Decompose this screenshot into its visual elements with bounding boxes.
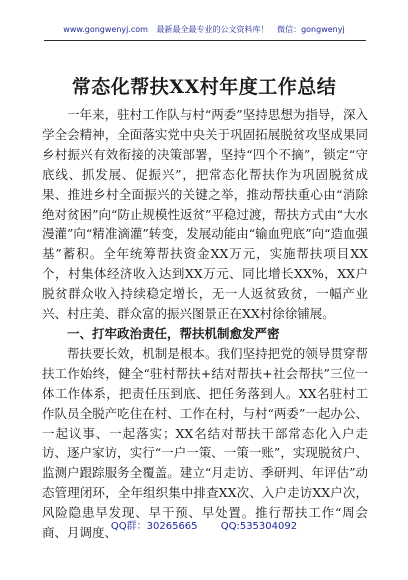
page-header — [0, 24, 408, 35]
page-footer — [0, 517, 408, 532]
header-wechat: 微信：gongwenyj — [277, 25, 345, 34]
qq-group: QQ群：30265665 — [110, 521, 198, 532]
header-divider — [44, 40, 366, 41]
section-heading: 一、打牢政治责任，帮扶机制愈发严密 — [67, 325, 280, 341]
header-slogan: 最新最全最专业的公文资料库！ — [156, 25, 269, 34]
intro-paragraph: 一年来，驻村工作队与村“两委”坚持思想为指导，深入学全会精神，全面落实党中央关于巩固拓展脱贫攻坚成果同乡村振兴有效衔接的决策部署，坚持“四个不摘”，锁定“守底线、抓发展、促振兴”，把常态化帮扶作为巩固脱贫成果、推进乡村全面振兴的关键之举，推动帮扶重心由“消除绝对贫困”向“防止规模性返贫”平稳过渡，帮扶方式由“大水漫灌”向“精准滴灌”转变，发展动能由“输血兜底”向“造血强基”蓄积。全年统筹帮扶资金XX万元，实施帮扶项目XX个，村集体经济收入达到XX万元、同比增长XX%，XX户脱贫群众收入持续稳定增长，无一人返贫致贫，一幅产业兴、村庄美、群众富的振兴图景正在XX村徐徐铺展。 — [42, 107, 368, 322]
document-title: 常态化帮扶XX村年度工作总结 — [71, 76, 337, 98]
section-paragraph: 帮扶要长效，机制是根本。我们坚持把党的领导贯穿帮扶工作始终，健全“驻村帮扶+结对帮扶+社会帮扶”三位一体工作体系，把责任压到底、把任务落到人。XX名驻村工作队员全脱产吃住在村、工作在村，与村“两委”一起办公、一起议事、一起落实；XX名结对帮扶干部常态化入户走访、逐户家访，实行“一户一策、一策一账”，实现脱贫户、监测户跟踪服务全覆盖。建立“月走访、季研判、年评估”动态管理闭环，全年组织集中排查XX次、入户走访XX户次，风险隐患早发现、早干预、早处置。推行帮扶工作“周会商、月调度、 — [42, 345, 368, 541]
document-body — [42, 105, 368, 543]
site-link[interactable]: www.gongwenyj.com — [63, 25, 148, 34]
qq-contact: QQ:535304092 — [220, 521, 298, 532]
